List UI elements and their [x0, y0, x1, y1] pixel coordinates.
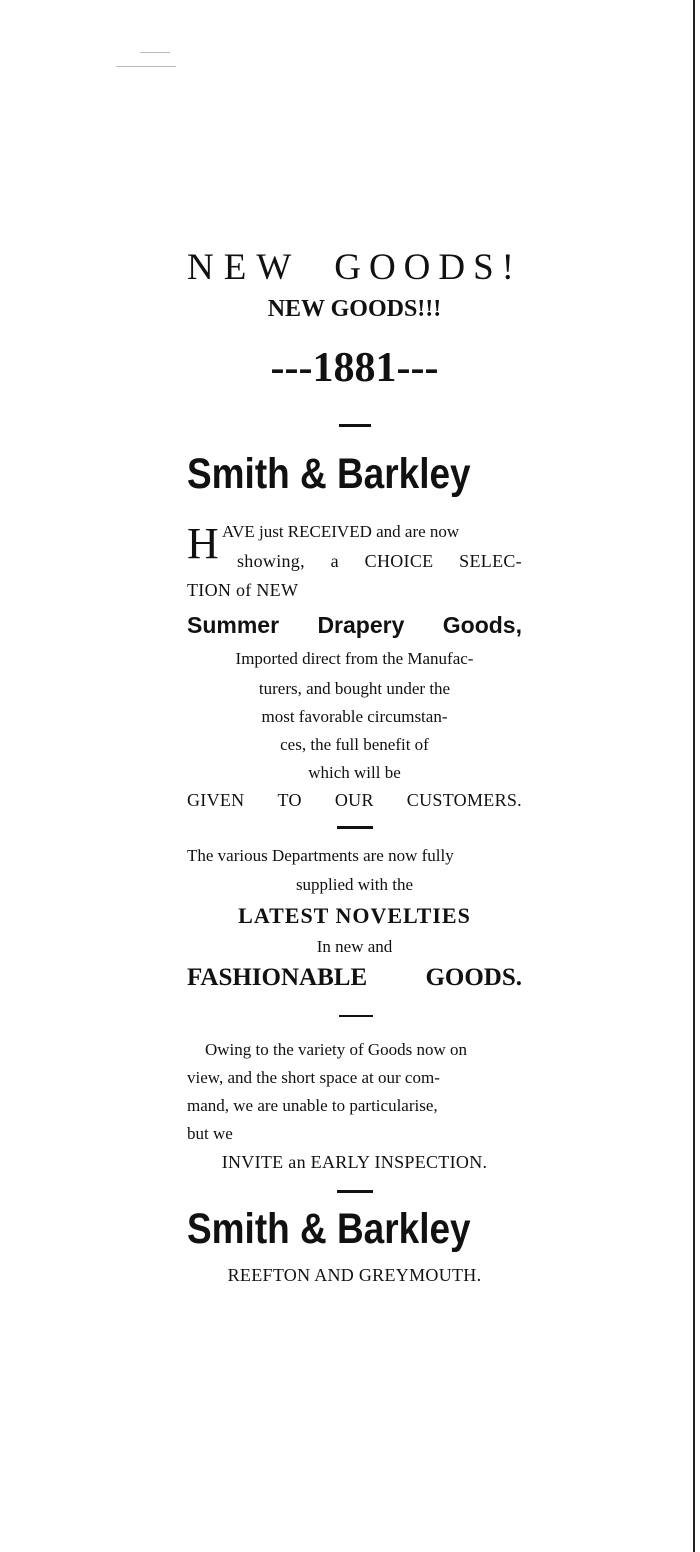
owing-line-4: but we: [187, 1124, 233, 1143]
headline-new-goods-sub: NEW GOODS!!!: [267, 296, 442, 322]
in-new-and: In new and: [316, 937, 393, 956]
given-to-customers: [187, 790, 522, 811]
headline-word-new: NEW: [187, 247, 302, 288]
imported-line-5: which will be: [308, 763, 401, 782]
summer-word: Drapery: [317, 612, 405, 638]
headline-word-goods: GOODS!: [334, 247, 522, 288]
firm-name-top: Smith & Barkley: [187, 450, 471, 498]
divider-rule: [337, 1190, 373, 1193]
given-word: TO: [277, 790, 302, 810]
print-speck: [116, 66, 176, 67]
latest-novelties: LATEST NOVELTIES: [238, 903, 471, 928]
headline-new-goods: [187, 246, 522, 289]
intro-word: a: [330, 551, 339, 571]
intro-word: CHOICE: [364, 551, 434, 571]
summer-drapery-heading: [187, 612, 522, 639]
departments-line-2: supplied with the: [295, 875, 414, 894]
intro-word: showing,: [237, 551, 305, 571]
invite-inspection: INVITE an EARLY INSPECTION.: [221, 1152, 488, 1172]
owing-line-2: view, and the short space at our com-: [187, 1068, 440, 1087]
imported-line-1: Imported direct from the Manufac-: [235, 649, 474, 668]
headline-year: ---1881---: [270, 345, 439, 391]
intro-line-3: TION of NEW: [187, 580, 299, 600]
fashionable-goods: [187, 964, 522, 992]
given-word: CUSTOMERS.: [406, 790, 522, 810]
imported-line-3: most favorable circumstan-: [261, 707, 448, 726]
divider-rule: [339, 1015, 373, 1017]
departments-line-1: The various Departments are now fully: [187, 846, 454, 865]
location: REEFTON AND GREYMOUTH.: [227, 1265, 482, 1285]
print-speck: [140, 52, 170, 53]
given-word: GIVEN: [187, 790, 245, 810]
intro-line-1: AVE just RECEIVED and are now: [222, 522, 460, 541]
right-border-line: [693, 0, 695, 1552]
imported-line-4: ces, the full benefit of: [280, 735, 429, 754]
imported-line-2: turers, and bought under the: [258, 679, 451, 698]
divider-rule: [339, 424, 371, 427]
intro-line-2: [237, 551, 522, 572]
summer-word: Summer: [187, 612, 280, 638]
firm-name-bottom: Smith & Barkley: [187, 1205, 471, 1253]
fashionable-word: FASHIONABLE: [187, 964, 368, 991]
given-word: OUR: [334, 790, 374, 810]
divider-rule: [337, 826, 373, 829]
summer-word: Goods,: [442, 612, 522, 638]
fashionable-word: GOODS.: [425, 964, 522, 991]
drop-cap: H: [187, 519, 219, 568]
owing-line-3: mand, we are unable to particularise,: [187, 1096, 438, 1115]
intro-word: SELEC-: [459, 551, 522, 571]
owing-line-1: Owing to the variety of Goods now on: [205, 1040, 468, 1059]
